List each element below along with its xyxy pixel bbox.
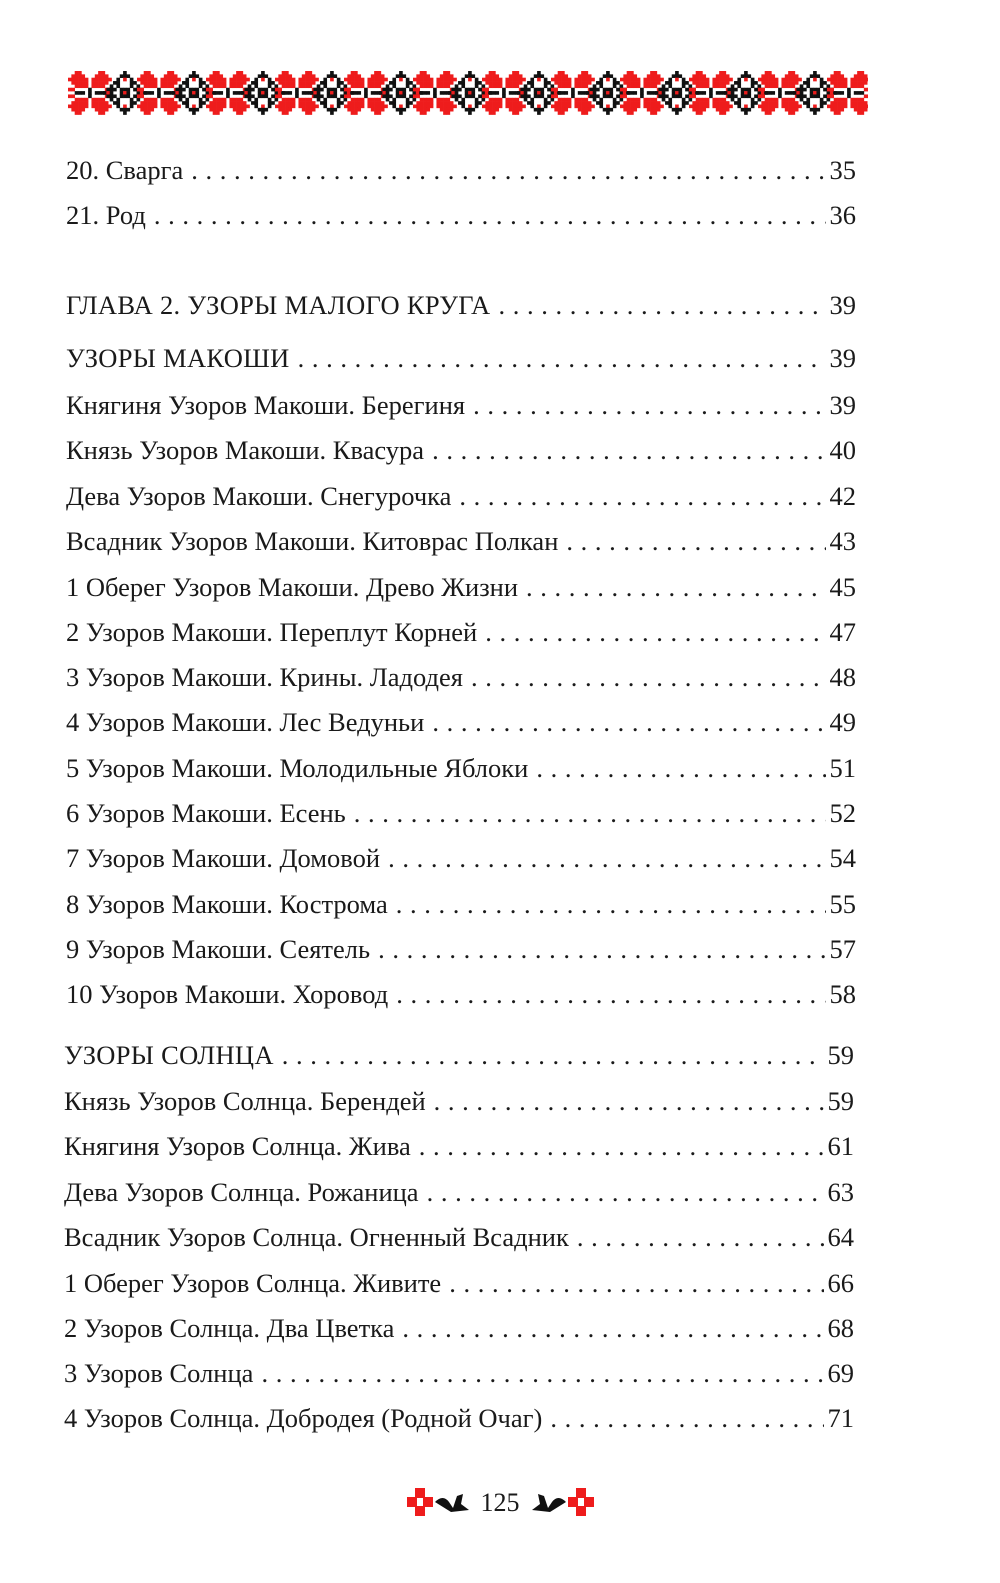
toc-entry-page: 57	[829, 934, 856, 964]
dot-leader	[526, 570, 825, 604]
black-diamond-motif-icon	[241, 71, 285, 115]
dot-leader	[577, 1220, 824, 1254]
toc-entry[interactable]	[64, 1266, 854, 1300]
dot-leader	[354, 796, 826, 830]
toc-entry-page: 51	[829, 753, 856, 783]
toc-entry[interactable]	[64, 1401, 854, 1435]
toc-entry-title: 20. Сварга	[66, 155, 184, 185]
right-flower-ornament-icon	[528, 1486, 594, 1520]
toc-entry-title: 8 Узоров Макоши. Кострома	[66, 889, 388, 919]
dot-leader	[396, 977, 825, 1011]
toc-entry-title: Княгиня Узоров Макоши. Берегиня	[66, 390, 466, 420]
toc-entry-page: 35	[829, 155, 856, 185]
dot-leader	[434, 1084, 824, 1118]
toc-entry-page: 42	[829, 481, 856, 511]
toc-entry-title: УЗОРЫ СОЛНЦА	[64, 1040, 274, 1070]
toc-entry-page: 69	[827, 1358, 854, 1388]
toc-entry[interactable]	[64, 1038, 854, 1072]
black-diamond-motif-icon	[172, 71, 216, 115]
toc-entry-page: 43	[829, 526, 856, 556]
embroidery-border-ornament	[68, 70, 868, 116]
toc-entry[interactable]	[66, 977, 856, 1011]
toc-entry-title: 5 Узоров Макоши. Молодильные Яблоки	[66, 753, 529, 783]
toc-entry-page: 54	[829, 843, 856, 873]
toc-entry-page: 52	[829, 798, 856, 828]
toc-entry-title: 2 Узоров Макоши. Переплут Корней	[66, 617, 478, 647]
toc-entry[interactable]	[66, 932, 856, 966]
left-flower-ornament-icon	[407, 1486, 473, 1520]
toc-entry[interactable]	[66, 153, 856, 187]
toc-entry-title: 7 Узоров Макоши. Домовой	[66, 843, 381, 873]
toc-entry[interactable]	[66, 479, 856, 513]
dot-leader	[432, 433, 825, 467]
toc-entry-page: 49	[829, 707, 856, 737]
toc-entry[interactable]	[66, 433, 856, 467]
dot-leader	[388, 841, 825, 875]
dot-leader	[449, 1266, 823, 1300]
dot-leader	[427, 1175, 824, 1209]
toc-entry[interactable]	[64, 1356, 854, 1390]
toc-entry[interactable]	[66, 288, 856, 322]
dot-leader	[154, 198, 826, 232]
dot-leader	[282, 1038, 824, 1072]
toc-entry-title: Дева Узоров Солнца. Рожаница	[64, 1177, 419, 1207]
toc-entry-page: 68	[827, 1313, 854, 1343]
dot-leader	[459, 479, 825, 513]
toc-entry-page: 66	[827, 1268, 854, 1298]
toc-entry[interactable]	[64, 1311, 854, 1345]
toc-entry[interactable]	[66, 751, 856, 785]
toc-entry-title: Всадник Узоров Солнца. Огненный Всадник	[64, 1222, 569, 1252]
toc-entry[interactable]	[66, 198, 856, 232]
black-diamond-motif-icon	[724, 71, 768, 115]
toc-entry-page: 59	[827, 1086, 854, 1116]
black-diamond-motif-icon	[793, 71, 837, 115]
dot-leader	[191, 153, 825, 187]
dot-leader	[261, 1356, 823, 1390]
toc-entry-page: 55	[829, 889, 856, 919]
toc-entry-page: 63	[827, 1177, 854, 1207]
toc-entry-title: 1 Оберег Узоров Макоши. Древо Жизни	[66, 572, 519, 602]
toc-entry-page: 40	[829, 435, 856, 465]
toc-entry-title: 10 Узоров Макоши. Хоровод	[66, 979, 389, 1009]
dot-leader	[396, 887, 826, 921]
toc-entry[interactable]	[64, 1175, 854, 1209]
page-number: 125	[480, 1488, 520, 1517]
black-diamond-motif-icon	[448, 71, 492, 115]
toc-entry-title: 4 Узоров Солнца. Добродея (Родной Очаг)	[64, 1403, 543, 1433]
toc-entry-page: 36	[829, 200, 856, 230]
toc-entry[interactable]	[66, 615, 856, 649]
toc-entry[interactable]	[66, 887, 856, 921]
toc-entry[interactable]	[66, 388, 856, 422]
toc-entry-title: 21. Род	[66, 200, 146, 230]
toc-entry-page: 39	[829, 390, 856, 420]
toc-entry[interactable]	[66, 705, 856, 739]
black-diamond-motif-icon	[517, 71, 561, 115]
toc-entry-title: 1 Оберег Узоров Солнца. Живите	[64, 1268, 442, 1298]
toc-entry-title: 9 Узоров Макоши. Сеятель	[66, 934, 371, 964]
toc-entry-page: 39	[829, 290, 856, 320]
toc-entry-page: 39	[829, 343, 856, 373]
toc-entry[interactable]	[66, 341, 856, 375]
black-diamond-motif-icon	[310, 71, 354, 115]
toc-entry-page: 61	[827, 1131, 854, 1161]
toc-entry-title: 3 Узоров Макоши. Крины. Ладодея	[66, 662, 463, 692]
toc-entry-page: 59	[827, 1040, 854, 1070]
toc-entry[interactable]	[66, 841, 856, 875]
toc-entry-title: ГЛАВА 2. УЗОРЫ МАЛОГО КРУГА	[66, 290, 491, 320]
toc-entry[interactable]	[66, 524, 856, 558]
toc-entry-title: 2 Узоров Солнца. Два Цветка	[64, 1313, 395, 1343]
dot-leader	[402, 1311, 823, 1345]
black-diamond-motif-icon	[103, 71, 147, 115]
black-diamond-motif-icon	[379, 71, 423, 115]
toc-entry[interactable]	[64, 1084, 854, 1118]
toc-entry-title: Всадник Узоров Макоши. Китоврас Полкан	[66, 526, 559, 556]
toc-entry[interactable]	[64, 1220, 854, 1254]
dot-leader	[432, 705, 825, 739]
dot-leader	[298, 341, 826, 375]
toc-entry-page: 64	[827, 1222, 854, 1252]
dot-leader	[471, 660, 826, 694]
toc-entry-title: 6 Узоров Макоши. Есень	[66, 798, 346, 828]
toc-entry-page: 48	[829, 662, 856, 692]
toc-entry-title: 4 Узоров Макоши. Лес Ведуньи	[66, 707, 425, 737]
toc-entry-page: 47	[829, 617, 856, 647]
dot-leader	[419, 1129, 824, 1163]
toc-entry-page: 45	[829, 572, 856, 602]
toc-entry-title: Князь Узоров Макоши. Квасура	[66, 435, 425, 465]
toc-entry-title: Дева Узоров Макоши. Снегурочка	[66, 481, 452, 511]
toc-entry-title: Княгиня Узоров Солнца. Жива	[64, 1131, 411, 1161]
dot-leader	[536, 751, 825, 785]
toc-entry-title: УЗОРЫ МАКОШИ	[66, 343, 290, 373]
toc-entry-title: 3 Узоров Солнца	[64, 1358, 254, 1388]
toc-entry-title: Князь Узоров Солнца. Берендей	[64, 1086, 426, 1116]
dot-leader	[498, 288, 825, 322]
toc-entry[interactable]	[64, 1129, 854, 1163]
dot-leader	[485, 615, 825, 649]
toc-entry-page: 71	[827, 1403, 854, 1433]
dot-leader	[550, 1401, 823, 1435]
toc-entry[interactable]	[66, 660, 856, 694]
black-diamond-motif-icon	[655, 71, 699, 115]
toc-entry[interactable]	[66, 796, 856, 830]
black-diamond-motif-icon	[586, 71, 630, 115]
toc-entry-page: 58	[829, 979, 856, 1009]
page-footer	[0, 1486, 1000, 1520]
dot-leader	[473, 388, 825, 422]
dot-leader	[566, 524, 825, 558]
toc-entry[interactable]	[66, 570, 856, 604]
dot-leader	[378, 932, 825, 966]
